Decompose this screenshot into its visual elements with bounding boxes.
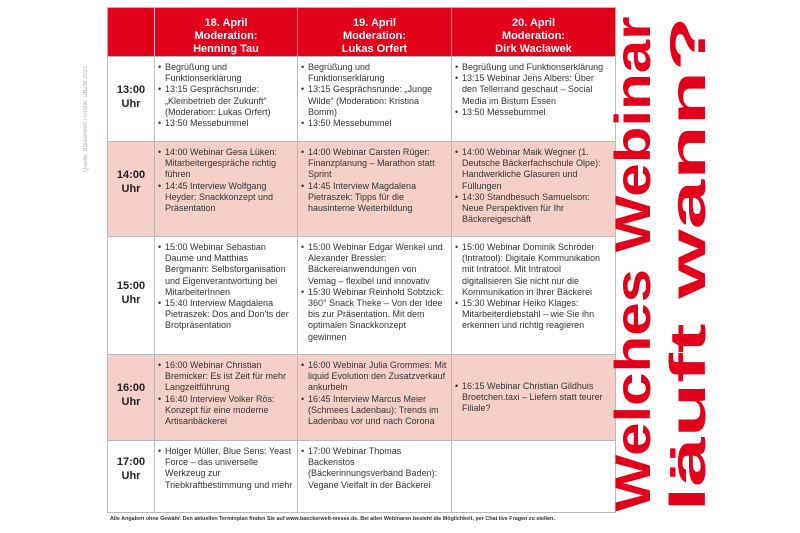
session-item: • 16:45 Interview Marcus Meier (Schmees Ladenbau): Trends im Ladenbau vor und nach Corona	[308, 394, 447, 428]
time-cell	[108, 237, 155, 355]
time-row	[108, 237, 616, 355]
time-unit: Uhr	[121, 183, 141, 195]
session-cell	[155, 355, 298, 441]
time-cell	[108, 441, 155, 513]
vertical-headline-svg	[592, 8, 800, 528]
day-moderation-label: Moderation:	[502, 30, 565, 42]
day-moderation-label: Moderation:	[343, 30, 406, 42]
session-item: • Holger Müller, Blue Sens: Yeast Force – das universelle Werkzeug zur Triebkraftbestimmung und mehr	[165, 446, 293, 491]
schedule-body	[108, 57, 616, 513]
day-header	[298, 8, 452, 57]
schedule-table	[107, 7, 616, 513]
time-hour: 17:00	[116, 456, 146, 468]
day-date: 19. April	[353, 17, 396, 29]
time-cell	[108, 57, 155, 142]
day-header	[155, 8, 298, 57]
footer-note: Alle Angaben ohne Gewähr. Den aktuellen Terminplan finden Sie auf www.baeckerwelt-messe.de. Bei allen Webinaren besteht die Möglichkeit, per Chat live Fragen zu stellen.	[110, 516, 555, 522]
session-item: • Begrüßung und Funktionserklärung	[462, 62, 611, 73]
session-cell	[155, 142, 298, 237]
headline-line-1: Welches Webinar	[605, 99, 661, 512]
time-row	[108, 57, 616, 142]
session-item: • 15:30 Webinar Reinhold Sobtzick: 360° Snack Theke – Von der Idee bis zur Präsentation. Mit dem optimalen Snackkonzept gewinnen	[308, 287, 447, 343]
session-item: • 13:50 Messebummel	[165, 118, 293, 129]
time-hour: 13:00	[116, 84, 146, 96]
session-item: • 16:40 Interview Volker Rös: Konzept für eine moderne Artisanbäckerei	[165, 394, 293, 428]
session-item: • 14:45 Interview Magdalena Pietraszek: Tipps für die hausinterne Weiterbildung	[308, 181, 447, 215]
headline-line-2: läuft wann?	[660, 233, 716, 512]
session-item: • 15:00 Webinar Sebastian Daume und Matthias Bergmann: Selbstorganisation und Eigenverantwortung bei MitarbeiterInnen	[165, 242, 293, 298]
day-moderation-label: Moderation:	[194, 30, 258, 42]
session-cell	[155, 57, 298, 142]
session-item: • 13:15 Gesprächsrunde: „Kleinbetrieb der Zukunft“ (Moderation: Lukas Orfert)	[165, 84, 293, 118]
session-item: • 14:00 Webinar Carsten Rüger: Finanzplanung – Marathon statt Sprint	[308, 147, 447, 181]
session-cell	[452, 237, 616, 355]
day-moderator: Dirk Waclawek	[495, 43, 572, 55]
day-moderator: Henning Tau	[193, 43, 259, 55]
session-item: • 14:30 Standbesuch Samuelson: Neue Perspektiven für Ihr Bäckereigeschäft	[462, 192, 611, 226]
session-item: • 13:15 Webinar Jens Albers: Über den Tellerrand geschaut – Social Media im Bistum Essen	[462, 73, 611, 107]
session-cell	[298, 57, 452, 142]
time-hour: 16:00	[116, 382, 146, 394]
session-item: • 14:45 Interview Wolfgang Heyder: Snackkonzept und Präsentation	[165, 181, 293, 215]
session-item: • Begrüßung und Funktionserklärung	[308, 62, 447, 84]
time-hour: 15:00	[116, 280, 146, 292]
session-item: • 15:40 Interview Magdalena Pietraszek: Dos and Don'ts der Brotpräsentation	[165, 298, 293, 332]
session-item: • 15:00 Webinar Edgar Wenkel und Alexander Bressler: Bäckereianwendungen von Vemag – flexibel und innovativ	[308, 242, 447, 287]
day-header	[452, 8, 616, 57]
session-item: • 15:30 Webinar Heiko Klages: Mitarbeiterdiebstahl – wie Sie ihn erkennen und richtig reagieren	[462, 298, 611, 332]
session-item: • 13:50 Messebummel	[462, 107, 611, 118]
time-row	[108, 355, 616, 441]
session-cell	[298, 237, 452, 355]
session-item: • 16:00 Webinar Christian Bremicker: Es ist Zeit für mehr Langzeitführung	[165, 360, 293, 394]
time-unit: Uhr	[121, 294, 141, 306]
session-item: • 17:00 Webinar Thomas Backenstos (Bäckerinnungsverband Baden): Vegane Vielfalt in der Bäckerei	[308, 446, 447, 491]
time-unit: Uhr	[121, 470, 141, 482]
day-date: 20. April	[512, 17, 555, 29]
time-hour: 14:00	[116, 169, 146, 181]
session-cell	[298, 441, 452, 513]
time-cell	[108, 142, 155, 237]
session-item: • 13:15 Gesprächsrunde: „Junge Wilde“ (Moderation: Kristina Bomm)	[308, 84, 447, 118]
session-cell	[155, 441, 298, 513]
vertical-headline	[592, 8, 800, 528]
time-row	[108, 441, 616, 513]
source-credit: Quelle: Bäckerwelt / Grafik: DBZM 2021	[83, 65, 89, 172]
session-item: • 16:00 Webinar Julia Grommes: Mit liquid Evolution den Zusatzverkauf ankurbeln	[308, 360, 447, 394]
time-unit: Uhr	[121, 98, 141, 110]
session-item: • 14:00 Webinar Maik Wegner (1. Deutsche Bäckerfachschule Olpe): Handwerkliche Glasuren und Füllungen	[462, 147, 611, 192]
session-item: • 13:50 Messebummel	[308, 118, 447, 129]
session-item: • 15:00 Webinar Dominik Schröder (Intratool): Digitale Kommunikation mit Intratool. Mit Intratool digitalisieren Sie nicht nur die Kommunikation in Ihrer Bäckerei	[462, 242, 611, 298]
time-row	[108, 142, 616, 237]
header-row	[108, 8, 616, 57]
session-cell	[452, 441, 616, 513]
session-cell	[155, 237, 298, 355]
session-item: • 14:00 Webinar Gesa Lüken: Mitarbeitergespräche richtig führen	[165, 147, 293, 181]
session-cell	[452, 355, 616, 441]
session-cell	[298, 355, 452, 441]
session-cell	[298, 142, 452, 237]
time-unit: Uhr	[121, 396, 141, 408]
session-item: • Begrüßung und Funktionserklärung	[165, 62, 293, 84]
session-item: • 16:15 Webinar Christian Gildhuis Broetchen.taxi – Liefern statt teurer Filiale?	[462, 381, 611, 415]
header-corner	[108, 8, 155, 57]
session-cell	[452, 142, 616, 237]
time-cell	[108, 355, 155, 441]
day-date: 18. April	[204, 17, 248, 29]
session-cell	[452, 57, 616, 142]
day-moderator: Lukas Orfert	[341, 43, 408, 55]
